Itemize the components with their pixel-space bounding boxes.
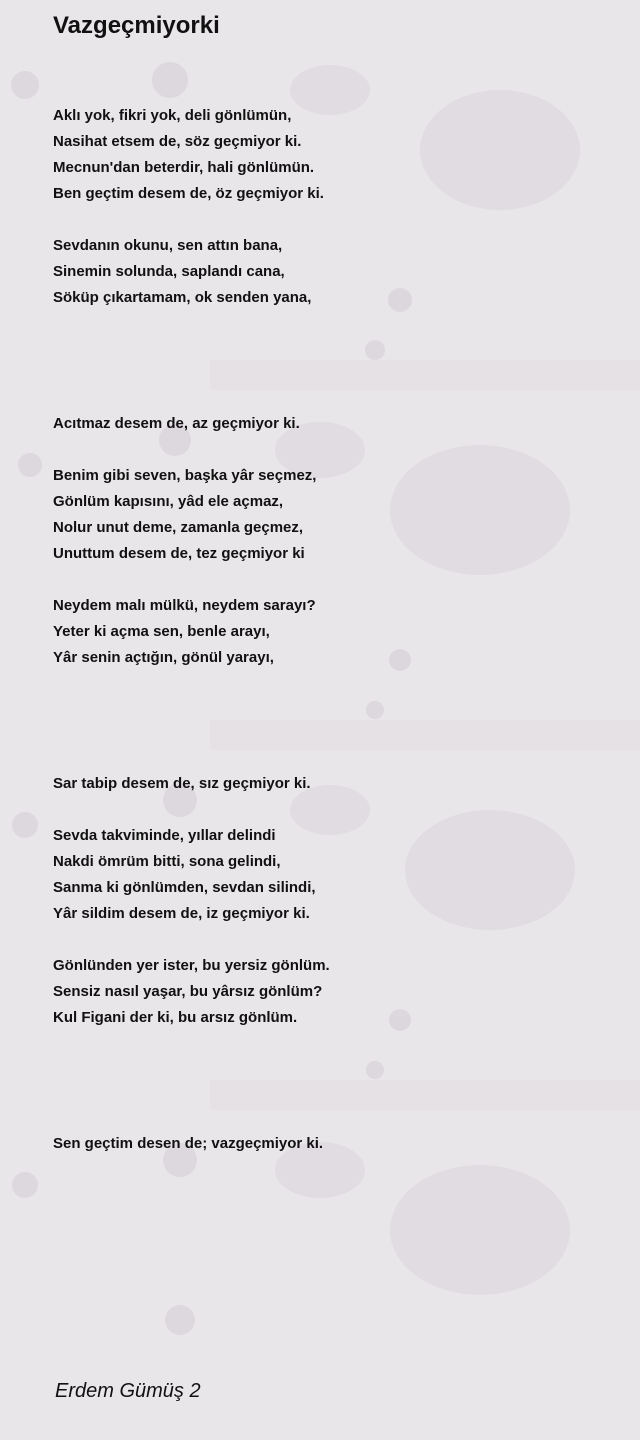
poem-line: Nolur unut deme, zamanla geçmez, [53,519,304,536]
poem-line: Sinemin solunda, saplandı cana, [53,263,285,280]
poem-line: Sevda takviminde, yıllar delindi [53,827,276,844]
poem-line: Gönlünden yer ister, bu yersiz gönlüm. [53,957,330,974]
poem-line: Yâr sildim desem de, iz geçmiyor ki. [53,905,310,922]
poem-line: Sevdanın okunu, sen attın bana, [53,237,283,254]
poem-line: Sen geçtim desen de; vazgeçmiyor ki. [53,1135,324,1152]
poem-line: Aklı yok, fikri yok, deli gönlümün, [53,107,292,124]
poem-line: Söküp çıkartamam, ok senden yana, [53,289,312,306]
poem-line: Kul Figani der ki, bu arsız gönlüm. [53,1009,298,1026]
poem-line: Acıtmaz desem de, az geçmiyor ki. [53,415,300,432]
poem-line: Yâr senin açtığın, gönül yarayı, [53,649,274,666]
poem-title: Vazgeçmiyorki [53,12,220,39]
poem-line: Nasihat etsem de, söz geçmiyor ki. [53,133,302,150]
poem-author: Erdem Gümüş 2 [55,1380,201,1402]
poem-line: Unuttum desem de, tez geçmiyor ki [53,545,305,562]
poem-line: Nakdi ömrüm bitti, sona gelindi, [53,853,281,870]
poem-line: Gönlüm kapısını, yâd ele açmaz, [53,493,284,510]
poem-line: Ben geçtim desem de, öz geçmiyor ki. [53,185,324,202]
poem-line: Sar tabip desem de, sız geçmiyor ki. [53,775,311,792]
poem-line: Neydem malı mülkü, neydem sarayı? [53,597,316,614]
poem-line: Benim gibi seven, başka yâr seçmez, [53,467,317,484]
poem-line: Yeter ki açma sen, benle arayı, [53,623,270,640]
poem-line: Mecnun'dan beterdir, hali gönlümün. [53,159,315,176]
poem-line: Sensiz nasıl yaşar, bu yârsız gönlüm? [53,983,323,1000]
poem-line: Sanma ki gönlümden, sevdan silindi, [53,879,316,896]
